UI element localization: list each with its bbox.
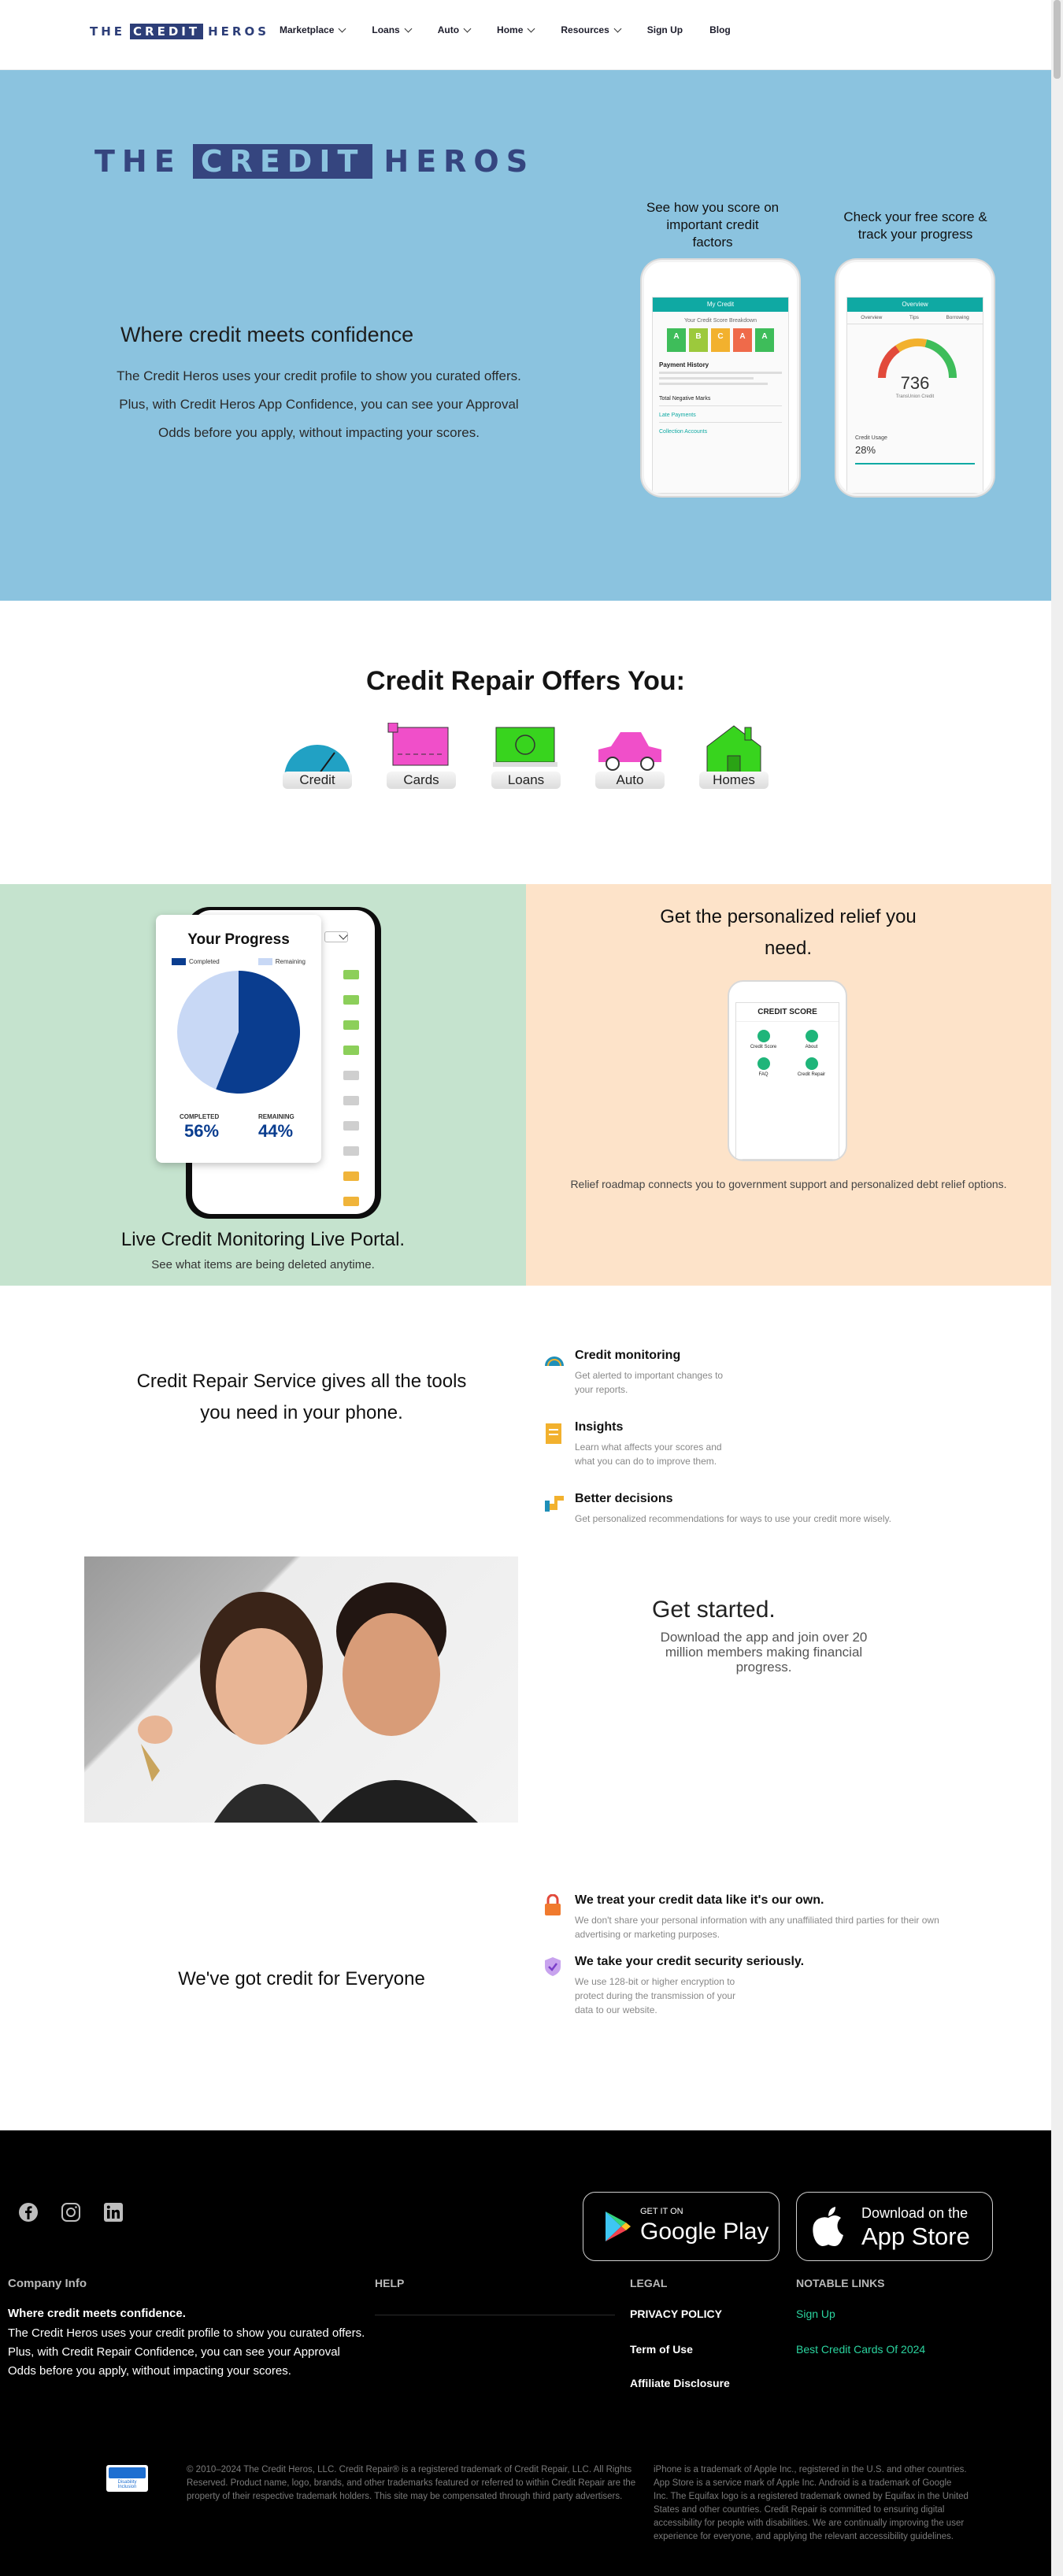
chevron-down-icon xyxy=(613,24,621,32)
phone-free-score xyxy=(836,260,994,496)
offer-loans[interactable]: Loans xyxy=(491,723,561,789)
feature-insights-title: Insights xyxy=(575,1420,624,1434)
footer-trademarks: iPhone is a trademark of Apple Inc., registered in the U.S. and other countries. App Store is a service mark of Apple Inc. Android is a trademark of Google Inc. The Equifax logo is a registered trademark owned by Equifax in the United States and other countries. Credit Repair is committed to ensuring digital accessibility for people with disabilities. We are continually improving the user experience for everyone, and applying the relevant accessibility guidelines. xyxy=(654,2465,969,2541)
status-tag xyxy=(343,1171,359,1181)
legend-swatch-completed xyxy=(172,958,186,965)
link-affiliate-disclosure[interactable]: Affiliate Disclosure xyxy=(630,2377,730,2389)
credit-monitoring-icon xyxy=(543,1349,565,1369)
status-tag xyxy=(343,1020,359,1030)
feature-better-decisions-desc: Get personalized recommendations for ways to use your credit more wisely. xyxy=(575,1513,891,1524)
linkedin-icon[interactable] xyxy=(103,2202,124,2223)
footer-company-title: Where credit meets confidence. xyxy=(8,2307,186,2320)
insights-icon xyxy=(543,1422,564,1445)
nav-home[interactable]: Home xyxy=(497,24,534,35)
couple-image xyxy=(84,1556,518,1823)
chevron-down-icon xyxy=(528,24,535,32)
legend-swatch-remaining xyxy=(258,958,272,965)
footer-legal-heading: LEGAL xyxy=(630,2277,668,2289)
feature-better-decisions-title: Better decisions xyxy=(575,1492,673,1505)
get-started-text: Download the app and join over 20 million members making financial progress. xyxy=(660,1630,868,1675)
apple-icon xyxy=(811,2205,846,2248)
footer-notable-heading: NOTABLE LINKS xyxy=(796,2277,885,2289)
progress-card: Your Progress Completed Remaining COMPLETED REMAINING 56% 44% xyxy=(156,915,321,1163)
credit-gauge-icon xyxy=(283,723,352,778)
scrollbar-thumb[interactable] xyxy=(1054,0,1061,79)
get-started-title: Get started. xyxy=(652,1597,776,1623)
site-logo[interactable] xyxy=(90,24,269,39)
link-best-credit-cards[interactable]: Best Credit Cards Of 2024 xyxy=(796,2343,926,2356)
scrollbar[interactable] xyxy=(1051,0,1063,2576)
status-tag xyxy=(343,1096,359,1105)
feature-security-title: We take your credit security seriously. xyxy=(575,1955,805,1968)
nav-marketplace[interactable]: Marketplace xyxy=(280,24,345,35)
logo-heros: HEROS xyxy=(208,24,270,39)
chevron-down-icon xyxy=(404,24,412,32)
progress-pie-chart xyxy=(156,965,321,1099)
phone1-caption: See how you score on important credit factors xyxy=(646,200,780,250)
remaining-value: 44% xyxy=(258,1121,294,1141)
tile-about: About xyxy=(789,1030,834,1049)
tile-credit-score: Credit Score xyxy=(741,1030,786,1049)
chevron-down-icon xyxy=(464,24,472,32)
feature-credit-monitoring-desc: Get alerted to important changes to your reports. xyxy=(575,1370,724,1395)
hero-text: The Credit Heros uses your credit profile to show you curated offers. Plus, with Credit Heros App Confidence, you can see your Approval Odds before you apply, without impacting your scores. xyxy=(117,368,521,440)
accessibility-badge: Disability Inclusion xyxy=(106,2465,148,2492)
google-play-button[interactable]: GET IT ON Google Play xyxy=(583,2192,780,2261)
link-sign-up[interactable]: Sign Up xyxy=(796,2308,835,2320)
tile-faq: FAQ xyxy=(741,1057,786,1077)
nav-blog[interactable]: Blog xyxy=(709,24,731,35)
monitoring-subtitle: See what items are being deleted anytime. xyxy=(151,1258,375,1271)
relief-caption: Relief roadmap connects you to government support and personalized debt relief options. xyxy=(570,1178,1007,1190)
phone1-screen: My Credit Your Credit Score Breakdown A B C A A Payment History Total Negative Marks Late Payments Collection Accounts xyxy=(652,297,789,494)
nav-resources[interactable]: Resources xyxy=(561,24,620,35)
hero-logo: THE CREDIT HEROS xyxy=(94,144,535,179)
completed-value: 56% xyxy=(184,1121,220,1141)
hero-title: Where credit meets confidence xyxy=(120,323,414,346)
homes-icon xyxy=(699,723,769,778)
logo-the: THE xyxy=(90,24,126,39)
footer-help-heading: HELP xyxy=(375,2277,405,2289)
relief-title: Get the personalized relief you need. xyxy=(660,906,917,959)
feature-data-title: We treat your credit data like it's our own. xyxy=(575,1893,824,1907)
grade-tile: A xyxy=(667,328,686,352)
site-header xyxy=(0,0,1051,70)
link-privacy-policy[interactable]: PRIVACY POLICY xyxy=(630,2308,722,2320)
phone-credit-factors xyxy=(642,260,799,496)
offer-credit[interactable]: Credit xyxy=(283,723,352,789)
offers-title: Credit Repair Offers You: xyxy=(366,666,685,696)
chevron-down-icon xyxy=(339,24,346,32)
offer-cards[interactable]: Cards xyxy=(387,723,456,789)
link-terms-of-use[interactable]: Term of Use xyxy=(630,2343,693,2356)
nav-sign-up[interactable]: Sign Up xyxy=(646,24,683,35)
phone2-screen: Overview Overview Tips Borrowing 736 TransUnion Credit Credit Usage 28% xyxy=(846,297,983,494)
status-tag xyxy=(343,1146,359,1156)
app-store-button[interactable]: Download on the App Store xyxy=(796,2192,993,2261)
logo-credit: CREDIT xyxy=(130,24,203,39)
grade-tile: A xyxy=(733,328,752,352)
footer-company-heading: Company Info xyxy=(8,2277,87,2290)
cards-icon xyxy=(387,723,456,778)
feature-credit-monitoring-title: Credit monitoring xyxy=(575,1349,681,1362)
offer-homes[interactable]: Homes xyxy=(699,723,769,789)
tools-heading: Credit Repair Service gives all the tools you need in your phone. xyxy=(136,1371,467,1423)
status-tag xyxy=(343,1071,359,1080)
nav-auto[interactable]: Auto xyxy=(438,24,470,35)
score-value: 736 xyxy=(900,373,930,393)
status-tag xyxy=(343,970,359,979)
status-tag xyxy=(343,1197,359,1206)
feature-security-desc: We use 128-bit or higher encryption to protect during the transmission of your data to our website. xyxy=(575,1976,736,2015)
google-play-icon xyxy=(604,2210,632,2243)
status-tag xyxy=(343,995,359,1005)
grade-tile: B xyxy=(689,328,708,352)
offer-auto[interactable]: Auto xyxy=(595,723,665,789)
couple-illustration xyxy=(84,1556,518,1823)
footer-company-text: The Credit Heros uses your credit profile to show you curated offers. Plus, with Credit Repair Confidence, you can see your Approval Odds before you apply, without impacting your scores. xyxy=(8,2326,365,2378)
better-decisions-icon xyxy=(543,1493,565,1513)
auto-icon xyxy=(595,723,665,778)
grade-tile: A xyxy=(755,328,774,352)
phone2-caption: Check your free score & track your progress xyxy=(843,209,987,242)
everyone-heading: We've got credit for Everyone xyxy=(178,1968,425,1989)
facebook-icon[interactable] xyxy=(18,2202,39,2223)
status-tag xyxy=(343,1121,359,1131)
progress-title: Your Progress xyxy=(187,931,290,948)
status-tag xyxy=(343,1046,359,1055)
tile-credit-repair: Credit Repair xyxy=(789,1057,834,1077)
relief-phone: CREDIT SCORE Credit Score About FAQ Credit Repair xyxy=(728,980,847,1161)
loans-icon xyxy=(491,723,561,778)
footer-copyright: © 2010–2024 The Credit Heros, LLC. Credit Repair® is a registered trademark of Credit Repair, LLC. All Rights Reserved. Product name, logo, brands, and other trademarks featured or referred to within Credit Repair are the property of their respective trademark holders. This site may be compensated through third party advertisers. xyxy=(187,2465,636,2501)
grade-tile: C xyxy=(711,328,730,352)
feature-data-desc: We don't share your personal information with any unaffiliated third parties for their own advertising or marketing purposes. xyxy=(575,1915,939,1940)
monitoring-title: Live Credit Monitoring Live Portal. xyxy=(120,1229,406,1250)
shield-icon xyxy=(543,1956,562,1978)
lock-icon xyxy=(543,1894,562,1916)
nav-loans[interactable]: Loans xyxy=(372,24,410,35)
instagram-icon[interactable] xyxy=(61,2202,81,2223)
feature-insights-desc: Learn what affects your scores and what you can do to improve them. xyxy=(575,1442,722,1467)
main-nav xyxy=(280,24,757,35)
